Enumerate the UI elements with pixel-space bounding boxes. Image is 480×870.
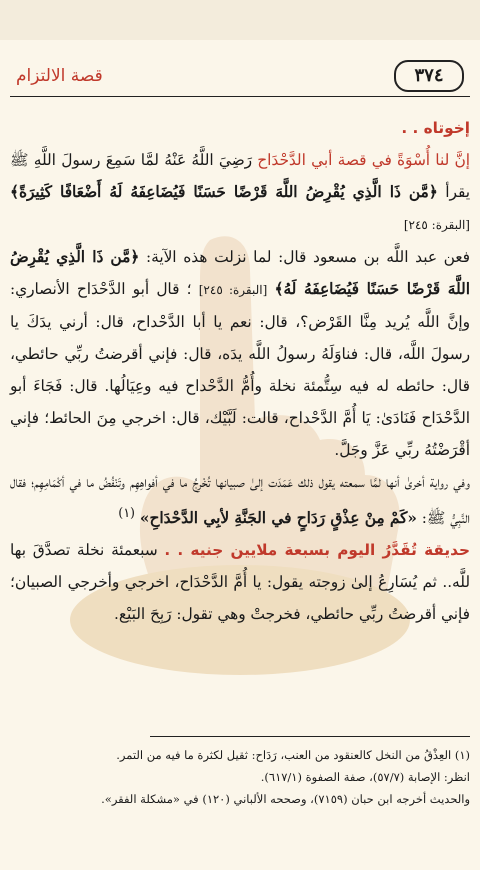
footnote-1: (١) العِذْقُ من النخل كالعنقود من العنب، رَدَاح: ثقيل لكثرة ما فيه من التمر.	[116, 748, 470, 762]
page-header	[10, 58, 470, 96]
paragraph-4-text: سبعمئة نخلة تصدَّقَ بها للَّه.. ثم يُسَارِعُ إلىٰ زوجته يقول: يا أُمَّ الدَّحْدَاح، اخرجي وأخرجي الصبيان؛ فإني أقرضتُ ربِّي حائطي، فخرجتْ وهي تقول: رَبِحَ البَيْع.	[10, 541, 470, 624]
verse-ref-1: [البقرة: ٢٤٥]	[403, 218, 470, 232]
paragraph-1-red: إنَّ لنا أُسْوَةً في قصة أبي الدَّحْدَاح	[257, 151, 470, 169]
verse-ref-2: [البقرة: ٢٤٥]	[198, 283, 268, 297]
paragraph-2	[10, 241, 470, 466]
paragraph-4	[10, 534, 470, 630]
garden-heading: حديقة تُقَدَّرُ اليوم بسبعة ملايين جنيه . .	[164, 541, 470, 560]
paragraph-2b: ؛ قال أبو الدَّحْدَاح الأنصاري: وإنَّ اللَّه يُريد مِنَّا القَرْض؟، قال: نعم يا أبا الدَّحْداح، قال: أرني يدَكَ يا رسولَ اللَّه، قال: فناوَلَهُ رسولُ اللَّه يدَه، قال: فإني أقرضتُ ربِّي حائطي، قال: حائطه له فيه سِتُّمئة نخلة وأُمُّ الدَّحْداح فيه وعِيَالُها. قال: فَجَاءَ أبو الدَّحْدَاح فَنَادَىٰ: يَا أُمَّ الدَّحْداح، قالت: لَبَّيْك، قال: اخرجي مِنَ الحائط؛ فإني أقْرَضْتُهُ ربِّي عَزَّ وجَلَّ.	[10, 280, 470, 459]
book-title: قصة الالتزام	[16, 66, 103, 86]
page-number: ٣٧٤	[394, 60, 464, 92]
paragraph-3	[10, 466, 470, 534]
footnote-marker: (١)	[118, 506, 136, 521]
heading-text: إخوتاه . .	[401, 119, 470, 137]
top-band	[0, 0, 480, 40]
footnotes	[10, 744, 470, 810]
quran-verse-1: ﴿مَّن ذَا الَّذِي يُقْرِضُ اللَّهَ قَرْضًا حَسَنًا فَيُضَاعِفَهُ لَهُ أَضْعَافًا كَثِيرَةً﴾	[10, 183, 438, 201]
hadith-quote: «كَمْ مِنْ عِذْقٍ رَدَاحٍ في الجَنَّةِ لأبِي الدَّحْدَاحِ»	[139, 509, 417, 528]
footnote-rule	[150, 736, 470, 737]
paragraph-3a: وفي رواية أخرىٰ أنها لمَّا سمعته يقول ذلك عَمَدَت إلىٰ صبيانها تُخْرِجُ ما في أفواهِهِم وتَنْفُضُ ما في أكْمَامِهِم؛ فقال النَّبِيُّ ﷺ:	[10, 473, 470, 528]
section-heading-brothers	[10, 112, 470, 144]
paragraph-1-text: رَضِيَ اللَّهُ عَنْهُ لمَّا سَمِعَ رسولَ اللَّهِ ﷺ يقرأ	[10, 151, 470, 201]
footnote-3: والحديث أخرجه ابن حبان (٧١٥٩)، وصححه الألباني (١٢٠) في «مشكلة الفقر».	[101, 792, 470, 806]
header-rule	[10, 96, 470, 97]
paragraph-1	[10, 144, 470, 241]
paragraph-2a: فعن عبد اللَّه بن مسعود قال: لما نزلت هذه الآية:	[145, 248, 470, 266]
footnote-2: انظر: الإصابة (٥٧/٧)، صفة الصفوة (٦١٧/١).	[260, 770, 470, 784]
main-text	[10, 112, 470, 630]
quran-verse-2: ﴿مَّن ذَا الَّذِي يُقْرِضُ اللَّهَ قَرْضًا حَسَنًا فَيُضَاعِفَهُ لَهُ﴾	[10, 248, 470, 298]
